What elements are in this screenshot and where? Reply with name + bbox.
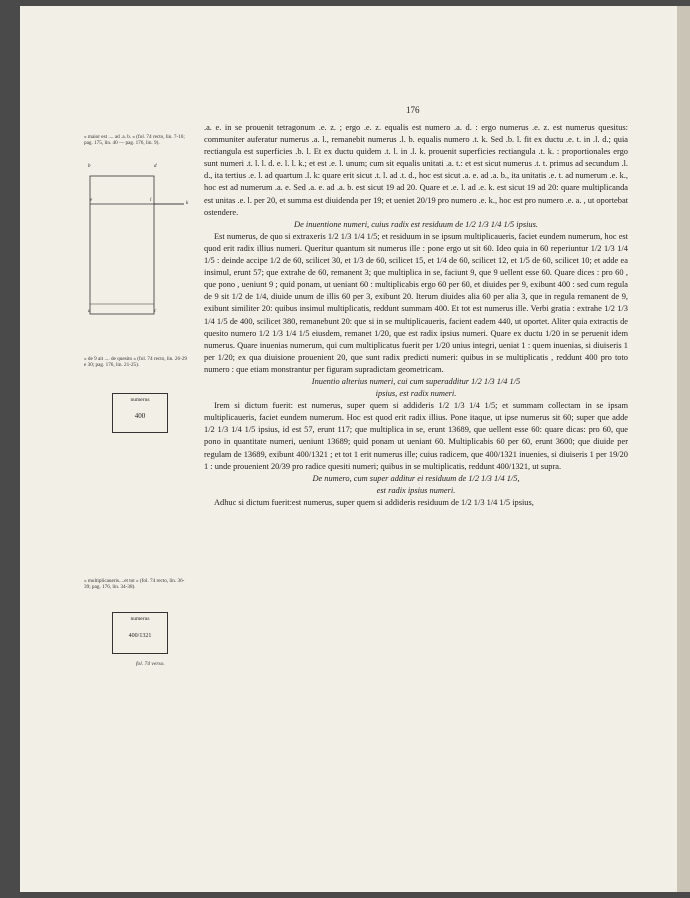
diagram-label-k: k [186, 201, 189, 206]
diagram-label-d: d [154, 164, 157, 169]
box-value: 400/1321 [128, 633, 152, 639]
folio-note: fol. 74 verso. [136, 661, 165, 667]
box-value: 400 [134, 412, 146, 420]
margin-note-3: « multiplicaueris....et tot » (fol. 74 recto, lin. 36-39; pag. 176, lin. 34-38). [84, 578, 185, 591]
diagram-label-c: c [154, 309, 157, 314]
numerus-box-fraction [112, 612, 168, 654]
diagram-label-l: l [150, 198, 152, 203]
page-edge [677, 6, 690, 892]
section-heading: Inuentio alterius numeri, cui cum superadditur 1/2 1/3 1/4 1/5 [311, 376, 521, 386]
paragraph: Adhuc si dictum fuerit:est numerus, super quem si addideris residuum de 1/2 1/3 1/4 1/5 ipsius, [214, 497, 534, 507]
margin-note-1: « maior est .... ad .a. b. » (fol. 74 recto, lin. 7-16; pag. 175, lin. 40 — pag. 176, lin. 9). [84, 134, 185, 147]
paragraph: .a. e. in se prouenit tetragonum .e. z. ; ergo .e. z. equalis est numero .a. d. : ergo numerus .e. z. est numerus quesitus: communiter auferatur numerus .a. l., remanebit numerus .l. b. equalis numero .t. k. Sed .b. l. fit ex ductu .e. t. in .l. d.; quia rectiangula est superficies .b. l. Et ex ductu quidem .t. l. in .l. k. prouenit superficies rectiangula .t. k. : proportionales ergo sunt numeri .t. l. l. d. e. l. l. k.; et est .e. l. unum; cum sit equalis unitati .a. t.: et est sicut numerus .t. t. primus ad secundum .l. d., ita tertius .e. l. ad quartum .l. k: quare erit sicut .t. l. ad .t. d., hoc est sicut .a. e. ad .a. b., ita unitatis .e. t. ad numerum .e. k., hoc est ad numerum .a. e. Sed .a. e. ad .a. b. est sicut 19 ad 20. Quare et .e. l. ad .e. k. est sicut 19 ad 20: quare multiplicanda est unitas .e. l. per 20, et summa est diuidenda per 19; et ueniet 20/19 pro numero .e. k., hoc est pro numero .e. a. , ut oportebat ostendere. [204, 123, 628, 217]
margin-note-2: « de 9 ait .... de quesito » (fol. 74 recto, lin. 26-29 e 30; pag. 176, lin. 21-25). [84, 356, 188, 369]
diagram-label-b: b [88, 164, 91, 169]
box-label: numerus [130, 397, 150, 403]
section-heading: De inuentione numeri, cuius radix est residuum de 1/2 1/3 1/4 1/5 ipsius. [294, 219, 538, 229]
box-label: numerus [130, 616, 150, 622]
main-text [204, 122, 628, 509]
section-heading: est radix ipsius numeri. [376, 485, 456, 495]
section-heading: ipsius, est radix numeri. [375, 389, 457, 399]
diagram-label-a: a [88, 309, 91, 314]
paragraph: Est numerus, de quo si extraxeris 1/2 1/3 1/4 1/5; et residuum in se ipsum multiplicaueris, faciet eundem numerum, hoc est quod erit radix illius numeri. Queritur quantum sit numerus ille : pone ergo ut sit 60. Ideo quia in 60 reperiuntur 1/2 1/3 1/4 1/5 : deinde accipe 1/2 de 60, scilicet 30, et 1/3 de 60, scilicet 15, et 1/4 de 60, scilicet 12, et 1/5 de 60, scilicet 10; et adde ea insimul, erunt 57; que extrahe de 60, remanent 3; que multiplica in se, faciunt 9, que 9 uellent esse 60. Quare dices : pro 60 , que pono , ueniunt 9 ; quid ponam, ut ueniant 60 : multiplicabis ergo 60 per 60, et diuides per 9, exibunt 400 : sed cum regula de 9 sit 1/2 de 1/4, diuide unum de illis 60 per 3, exibunt 20. Iterum diuides alia 60 per alia 3, que in regula remanent de 9, exibunt similiter 20: quibus insimul multiplicatis, reddunt summam 400. Et tot est numerus ille. Verbi gratia : extrahe 1/2 1/3 1/4 1/5 de 400, scilicet 380, remanebunt 20: que si in se multiplicaueris, facient eadem 440, ut oportet. Aliter quia extractis de quesito numero 1/2 1/3 1/4 1/5 eiusdem, remanet 1/20, que est radix ipsius numeri. Quare ex ductu 1/20 in se peruenit idem numerus. Quare inuenias numerum, qui cum multiplicatus fuerit per 1/20 unius integri, ueniat 1 : quem inuenias, si diuiseris 1 per 1/20; ex qua diuisione prouenient 20, que sunt radix predicti numeri: quibus in se multiplicatis , reddunt 400 pro toto numero : que etiam monstrantur per figuram supradictam geometricam. [204, 231, 628, 374]
diagram-label-e: e [90, 198, 93, 203]
page-number: 176 [406, 105, 420, 115]
section-heading: De numero, cum super additur ei residuum de 1/2 1/3 1/4 1/5, [312, 473, 520, 483]
numerus-box-400 [112, 393, 168, 433]
paragraph: Irem si dictum fuerit: est numerus, super quem si addideris 1/2 1/3 1/4 1/5; et summam collectam in se ipsam multiplicaueris, faciet eundem numerum. Hoc est quod erit radix illius. Pone itaque, ut ipse numerus sit 60; super que adde 1/2 1/3 1/4 1/5 ipsius, id est 57, erunt 117; que multiplica in se, erunt 13689, que uellent esse 60: quare dicas: pro 60, que pono in quantitate numeri, ueniunt 13689; quid ponam ut ueniant 60. Multiplicabis 60 per 60, erunt 3600; que diuide per regulam de 13689, exibunt 400/1321 ; et tot 1 erit numerus ille; cuius radicem, que 400/1321 inuenies, si diuiseris 1 per 19/20 1 : unde prouenient 20/39 pro radice quesiti numeri; quibus in se multiplicatis, reddunt 400/1321, ut supra. [204, 401, 628, 471]
